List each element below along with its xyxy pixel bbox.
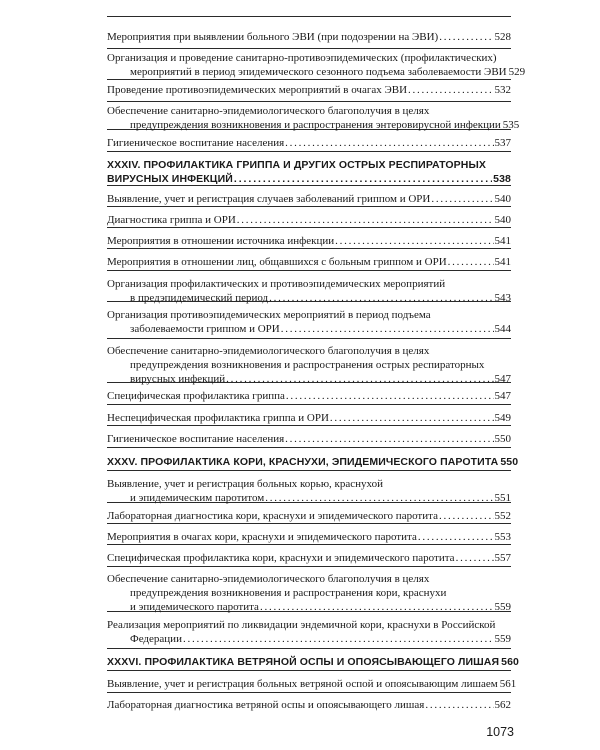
toc-entry[interactable] [107, 698, 511, 712]
toc-entry[interactable] [107, 255, 511, 269]
toc-entry[interactable] [107, 509, 511, 523]
toc-entry-text: Организация профилактических и противоэпидемических мероприятий [107, 278, 446, 290]
toc-section-heading[interactable] [107, 158, 511, 186]
toc-page-number: 543 [494, 292, 511, 304]
toc-entry[interactable] [107, 308, 511, 336]
separator-rule [107, 79, 511, 80]
toc-entry-text: Гигиеническое воспитание населения [107, 433, 285, 445]
dot-leader [408, 83, 493, 97]
toc-section-heading[interactable] [107, 655, 519, 669]
toc-entry[interactable] [107, 104, 520, 132]
separator-rule [107, 16, 511, 17]
toc-entry[interactable] [107, 572, 511, 614]
toc-page-number: 540 [494, 214, 511, 226]
toc-entry-text: Неспецифическая профилактика гриппа и ОРИ [107, 412, 329, 424]
dot-leader [439, 30, 493, 44]
toc-page-number: 547 [494, 390, 511, 402]
toc-entry-text: заболеваемости гриппом и ОРИ [130, 323, 280, 335]
dot-leader [285, 136, 493, 150]
toc-page-number: 529 [508, 66, 526, 78]
toc-entry-text: в предэпидемический период [130, 292, 269, 304]
toc-entry-text: Мероприятия при выявлении больного ЭВИ (при подозрении на ЭВИ) [107, 31, 439, 43]
toc-page-number: 544 [494, 323, 511, 335]
toc-entry[interactable] [107, 344, 511, 386]
dot-leader [425, 698, 493, 712]
separator-rule [107, 101, 511, 102]
toc-entry-text: Выявление, учет и регистрация случаев заболеваний гриппом и ОРИ [107, 193, 431, 205]
separator-rule [107, 404, 511, 405]
separator-rule [107, 692, 511, 693]
toc-entry-text: и эпидемическим паротитом [130, 492, 265, 504]
separator-rule [107, 48, 511, 49]
toc-entry-text: Обеспечение санитарно-эпидемиологического благополучия в целях [107, 345, 430, 357]
dot-leader [226, 372, 493, 386]
dot-leader [285, 432, 493, 446]
toc-page-number: 562 [494, 699, 511, 711]
toc-entry-row [107, 698, 511, 712]
dot-leader [269, 291, 493, 305]
toc-entry-row [107, 372, 511, 386]
dot-leader [431, 192, 493, 206]
separator-rule [107, 227, 511, 228]
separator-rule [107, 470, 511, 471]
toc-entry-row [107, 411, 511, 425]
toc-entry-row [107, 551, 511, 565]
dot-leader [260, 600, 494, 614]
separator-rule [107, 270, 511, 271]
toc-entry[interactable] [107, 677, 517, 691]
toc-page-number: 560 [501, 656, 519, 668]
toc-entry-row [107, 83, 511, 97]
toc-page-number: 549 [494, 412, 511, 424]
toc-page-number: 538 [493, 173, 511, 185]
dot-leader [281, 322, 494, 336]
toc-entry-text: XXXV. ПРОФИЛАКТИКА КОРИ, КРАСНУХИ, ЭПИДЕМИЧЕСКОГО ПАРОТИТА [107, 456, 499, 468]
toc-entry-text: XXXVI. ПРОФИЛАКТИКА ВЕТРЯНОЙ ОСПЫ И ОПОЯСЫВАЮЩЕГО ЛИШАЯ [107, 656, 500, 668]
toc-page-number: 552 [494, 510, 511, 522]
toc-entry-text: Лабораторная диагностика ветряной оспы и опоясывающего лишая [107, 699, 425, 711]
toc-entry-row [107, 491, 511, 505]
toc-page-number: 535 [502, 119, 520, 131]
toc-entry-row [107, 234, 511, 248]
toc-entry-row [107, 455, 519, 469]
toc-entry-row [107, 600, 511, 614]
toc-entry[interactable] [107, 389, 511, 403]
toc-entry-row [107, 322, 511, 336]
toc-entry[interactable] [107, 411, 511, 425]
toc-page-number: 547 [494, 373, 511, 385]
page-number: 1073 [486, 725, 514, 739]
toc-entry-row [107, 192, 511, 206]
toc-page-number: 561 [499, 678, 517, 690]
dot-leader [448, 255, 494, 269]
toc-page-number: 541 [494, 256, 511, 268]
toc-entry[interactable] [107, 51, 526, 79]
toc-entry-row [107, 389, 511, 403]
toc-entry[interactable] [107, 477, 511, 505]
dot-leader [335, 234, 493, 248]
toc-entry[interactable] [107, 234, 511, 248]
dot-leader [183, 632, 494, 646]
toc-entry-text: Лабораторная диагностика кори, краснухи и эпидемического паротита [107, 510, 438, 522]
dot-leader [439, 509, 494, 523]
toc-entry-row [107, 632, 511, 646]
toc-entry-row [107, 213, 511, 227]
separator-rule [107, 338, 511, 339]
separator-rule [107, 425, 511, 426]
separator-rule [107, 648, 511, 649]
toc-entry[interactable] [107, 618, 511, 646]
toc-entry[interactable] [107, 432, 511, 446]
toc-entry[interactable] [107, 277, 511, 305]
separator-rule [107, 206, 511, 207]
toc-entry-text: вирусных инфекций [130, 373, 226, 385]
toc-entry[interactable] [107, 192, 511, 206]
dot-leader [265, 491, 493, 505]
toc-entry-text: XXXIV. ПРОФИЛАКТИКА ГРИППА И ДРУГИХ ОСТРЫХ РЕСПИРАТОРНЫХ [107, 159, 486, 171]
separator-rule [107, 523, 511, 524]
toc-entry[interactable] [107, 30, 511, 44]
toc-entry-text: Организация противоэпидемических мероприятий в период подъема [107, 309, 431, 321]
separator-rule [107, 151, 511, 152]
toc-page-number: 532 [494, 84, 511, 96]
toc-entry[interactable] [107, 83, 511, 97]
toc-entry-row [107, 136, 511, 150]
toc-entry-text: Реализация мероприятий по ликвидации эндемичной кори, краснухи в Российской [107, 619, 496, 631]
separator-rule [107, 544, 511, 545]
toc-entry-row [107, 291, 511, 305]
toc-entry-row [107, 530, 511, 544]
toc-entry-text: предупреждения возникновения и распространения кори, краснухи [130, 587, 447, 599]
toc-page-number: 559 [494, 601, 511, 613]
toc-entry-text: Проведение противоэпидемических мероприятий в очагах ЭВИ [107, 84, 408, 96]
toc-entry-text: Мероприятия в отношении источника инфекции [107, 235, 335, 247]
toc-entry-text: ВИРУСНЫХ ИНФЕКЦИЙ [107, 173, 233, 185]
toc-entry-text: предупреждения возникновения и распространения энтеровирусной инфекции [130, 119, 501, 131]
separator-rule [107, 670, 511, 671]
toc-entry-text: Мероприятия в очагах кори, краснухи и эпидемического паротита [107, 531, 417, 543]
toc-page-number: 553 [494, 531, 511, 543]
dot-leader [456, 551, 494, 565]
toc-entry-text: и эпидемического паротита [130, 601, 259, 613]
toc-entry-row [107, 509, 511, 523]
toc-page-number: 557 [494, 552, 511, 564]
toc-entry-row [107, 432, 511, 446]
toc-entry-row [107, 677, 517, 691]
toc-page-number: 540 [494, 193, 511, 205]
toc-entry[interactable] [107, 551, 511, 565]
toc-entry-text: Мероприятия в отношении лиц, общавшихся с больным гриппом и ОРИ [107, 256, 447, 268]
toc-entry-text: Специфическая профилактика кори, краснухи и эпидемического паротита [107, 552, 455, 564]
toc-section-heading[interactable] [107, 455, 519, 469]
toc-entry-row [107, 118, 520, 132]
toc-entry-row [107, 30, 511, 44]
dot-leader [330, 411, 494, 425]
dot-leader [286, 389, 494, 403]
toc-entry-row [107, 65, 526, 79]
toc-entry-row [107, 172, 511, 186]
toc-entry-text: Обеспечение санитарно-эпидемиологического благополучия в целях [107, 105, 430, 117]
toc-entry-text: предупреждения возникновения и распространения острых респираторных [130, 359, 485, 371]
dot-leader [234, 172, 492, 186]
toc-entry-text: Федерации [130, 633, 182, 645]
toc-page-number: 550 [500, 456, 519, 468]
toc-entry-text: мероприятий в период эпидемического сезонного подъема заболеваемости ЭВИ [130, 66, 507, 78]
toc-entry-text: Диагностика гриппа и ОРИ [107, 214, 236, 226]
toc-entry[interactable] [107, 530, 511, 544]
toc-page-number: 551 [494, 492, 511, 504]
toc-page-number: 541 [494, 235, 511, 247]
separator-rule [107, 566, 511, 567]
toc-entry[interactable] [107, 136, 511, 150]
separator-rule [107, 447, 511, 448]
toc-entry-text: Специфическая профилактика гриппа [107, 390, 285, 402]
toc-page-number: 528 [494, 31, 511, 43]
toc-entry-text: Обеспечение санитарно-эпидемиологического благополучия в целях [107, 573, 430, 585]
toc-entry[interactable] [107, 213, 511, 227]
toc-entry-row [107, 655, 519, 669]
toc-entry-text: Выявление, учет и регистрация больных корью, краснухой [107, 478, 384, 490]
toc-page-number: 559 [494, 633, 511, 645]
dot-leader [237, 213, 494, 227]
toc-entry-text: Гигиеническое воспитание населения [107, 137, 285, 149]
separator-rule [107, 248, 511, 249]
toc-entry-row [107, 255, 511, 269]
toc-page-number: 537 [494, 137, 511, 149]
toc-entry-text: Организация и проведение санитарно-противоэпидемических (профилактических) [107, 52, 497, 64]
toc-entry-text: Выявление, учет и регистрация больных ветряной оспой и опоясывающим лишаем [107, 678, 498, 690]
dot-leader [418, 530, 494, 544]
toc-page-number: 550 [494, 433, 511, 445]
